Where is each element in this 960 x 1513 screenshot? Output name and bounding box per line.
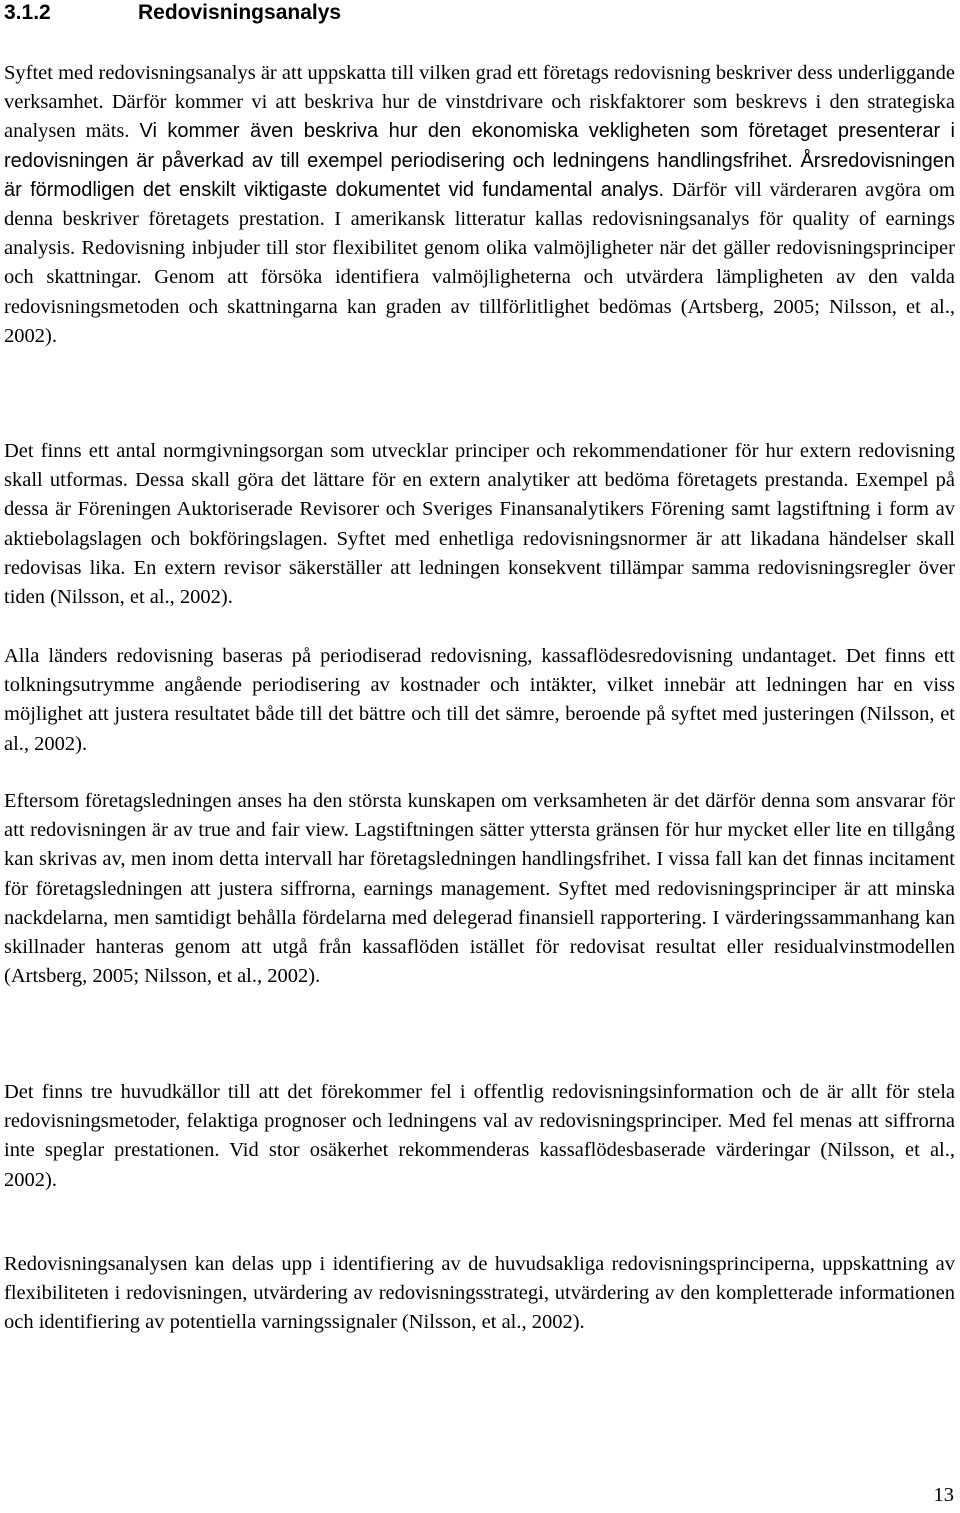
paragraph-5-text: Det finns tre huvudkällor till att det förekommer fel i offentlig redovisningsinformation och de är allt för stela redovisningsmetoder, felaktiga prognoser och ledningens val av redovisningsprinciper. Med fel menas att siffrorna inte speglar prestationen. Vid stor osäkerhet rekommenderas kassaflödesbaserade värderingar (Nilsson, et al., 2002). xyxy=(4,1081,955,1191)
paragraph-4-text: Eftersom företagsledningen anses ha den största kunskapen om verksamheten är det därför denna som ansvarar för att redovisningen är av true and fair view. Lagstiftningen sätter yttersta gränsen för hur mycket eller lite en tillgång kan skrivas av, men inom detta intervall har företagsledningen handlingsfrihet. I vissa fall kan det finnas incitament för företagsledningen att justera siffrorna, earnings management. Syftet med redovisningsprinciper är att minska nackdelarna, men samtidigt behålla fördelarna med delegerad finansiell rapportering. I värderingssammanhang kan skillnader hanteras genom att utgå från kassaflöden istället för redovisat resultat eller residualvinstmodellen (Artsberg, 2005; Nilsson, et al., 2002). xyxy=(4,790,955,988)
section-number: 3.1.2 xyxy=(4,1,51,24)
paragraph-2-text: Det finns ett antal normgivningsorgan som utvecklar principer och rekommendationer för hur extern redovisning skall utformas. Dessa skall göra det lättare för en extern analytiker att bedöma företagets prestanda. Exempel på dessa är Föreningen Auktoriserade Revisorer och Sveriges Finansanalytikers Förening samt lagstiftning i form av aktiebolagslagen och bokföringslagen. Syftet med enhetliga redovisningsnormer är att likadana händelser skall redovisas lika. En extern revisor säkerställer att ledningen konsekvent tillämpar samma redovisningsregler över tiden (Nilsson, et al., 2002). xyxy=(4,440,955,609)
paragraph-4 xyxy=(4,787,955,991)
paragraph-1 xyxy=(4,59,955,351)
page-number: 13 xyxy=(933,1484,954,1506)
paragraph-1-part-1: Syftet med redovisningsanalys är att uppskatta till vilken grad ett företags redovisning beskriver dess underliggande verksamhet. Därför kommer vi att beskriva hur de vinstdrivare och riskfaktorer som beskrevs i den strategiska analysen mäts. xyxy=(4,62,955,143)
paragraph-5 xyxy=(4,1078,955,1195)
section-heading xyxy=(4,0,341,26)
paragraph-1-part-2: Vi kommer även beskriva hur den ekonomiska vekligheten som företaget presenterar i redovisningen är påverkad av till exempel periodisering och ledningens handlingsfrihet. Årsredovisningen är förmodligen det enskilt viktigaste dokumentet vid fundamental analys. xyxy=(4,120,955,201)
paragraph-6 xyxy=(4,1250,955,1338)
paragraph-2 xyxy=(4,437,955,612)
paragraph-3-text: Alla länders redovisning baseras på periodiserad redovisning, kassaflödesredovisning undantaget. Det finns ett tolkningsutrymme angående periodisering av kostnader och intäkter, vilket innebär att ledningen har en viss möjlighet att justera resultatet både till det bättre och till det sämre, beroende på syftet med justeringen (Nilsson, et al., 2002). xyxy=(4,645,955,755)
paragraph-1-part-3: Därför vill värderaren avgöra om denna beskriver företagets prestation. I amerikansk litteratur kallas redovisningsanalys för quality of earnings analysis. Redovisning inbjuder till stor flexibilitet genom olika valmöjligheter när det gäller redovisningsprinciper och skattningar. Genom att försöka identifiera valmöjligheterna och utvärdera lämpligheten av den valda redovisningsmetoden och skattningarna kan graden av tillförlitlighet bedömas (Artsberg, 2005; Nilsson, et al., 2002). xyxy=(4,178,955,347)
section-title: Redovisningsanalys xyxy=(138,1,342,24)
paragraph-6-text: Redovisningsanalysen kan delas upp i identifiering av de huvudsakliga redovisningsprinciperna, uppskattning av flexibiliteten i redovisningen, utvärdering av redovisningsstrategi, utvärdering av den kompletterade informationen och identifiering av potentiella varningssignaler (Nilsson, et al., 2002). xyxy=(4,1253,955,1334)
paragraph-3 xyxy=(4,642,955,759)
